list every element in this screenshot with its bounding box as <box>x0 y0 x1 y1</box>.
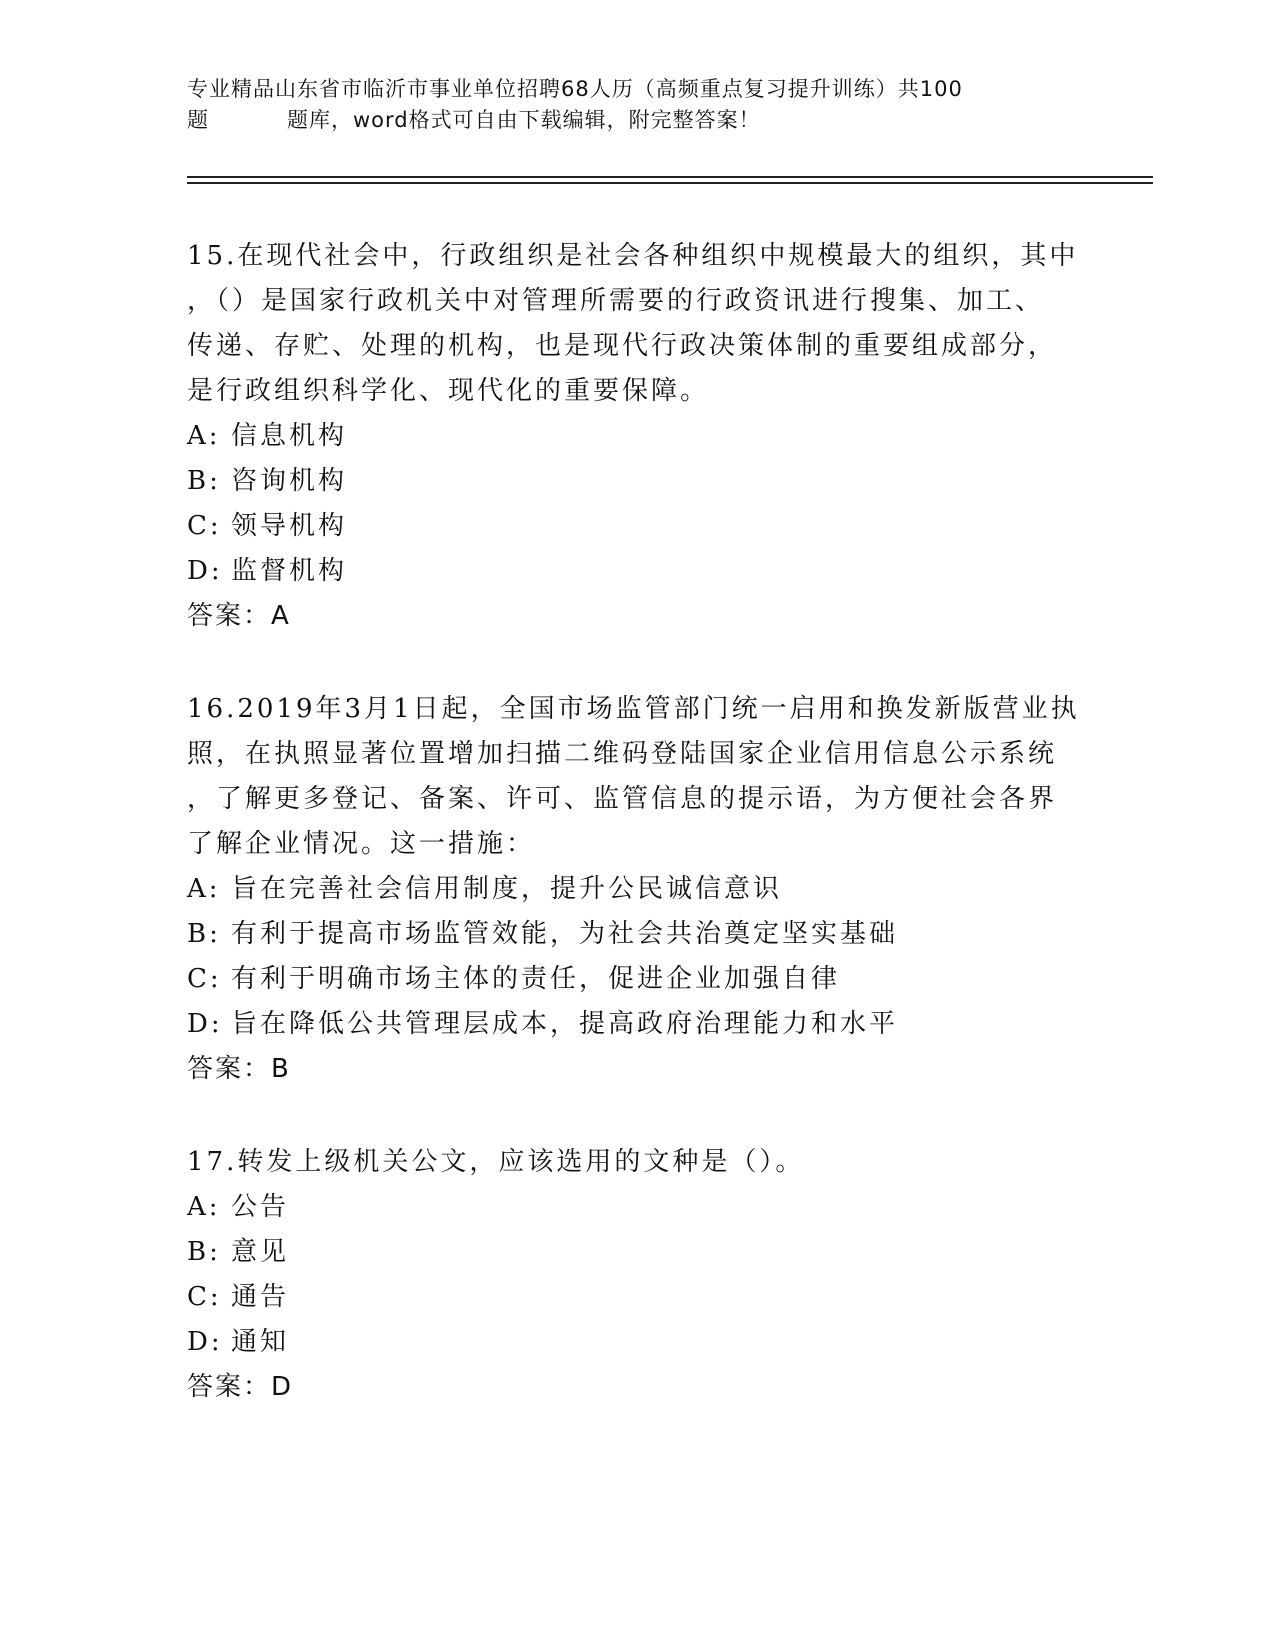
option-letter: A: <box>187 1192 221 1222</box>
question-17 <box>187 1140 1087 1410</box>
option-text: 咨询机构 <box>231 466 348 496</box>
question-stem-line: 16.2019年3月1日起，全国市场监管部门统一启用和换发新版营业执 <box>187 694 1080 724</box>
option-c <box>187 504 1087 549</box>
question-stem-line: 是行政组织科学化、现代化的重要保障。 <box>187 376 710 406</box>
option-text: 意见 <box>231 1237 290 1267</box>
option-b <box>187 912 1087 957</box>
option-text: 有利于明确市场主体的责任，促进企业加强自律 <box>231 964 841 994</box>
option-text: 旨在降低公共管理层成本，提高政府治理能力和水平 <box>231 1009 899 1039</box>
option-text: 监督机构 <box>231 556 348 586</box>
option-letter: D: <box>187 1327 223 1357</box>
question-stem-line: ，（）是国家行政机关中对管理所需要的行政资讯进行搜集、加工、 <box>187 286 1045 316</box>
header-title-line-2-rest: 题库，word格式可自由下载编辑，附完整答案！ <box>287 108 761 132</box>
option-d <box>187 1320 1087 1365</box>
option-text: 通告 <box>231 1282 290 1312</box>
header-title-line-2-lead: 题 <box>187 108 209 132</box>
question-15 <box>187 234 1087 639</box>
option-a <box>187 1185 1087 1230</box>
option-letter: C: <box>187 964 222 994</box>
option-letter: B: <box>187 466 221 496</box>
answer-line: 答案：B <box>187 1054 291 1084</box>
header-title-line-2 <box>187 105 1067 136</box>
option-b <box>187 459 1087 504</box>
option-text: 公告 <box>231 1192 290 1222</box>
question-stem-line: 传递、存贮、处理的机构，也是现代行政决策体制的重要组成部分， <box>187 331 1058 361</box>
option-text: 旨在完善社会信用制度，提升公民诚信意识 <box>231 874 783 904</box>
option-letter: C: <box>187 511 222 541</box>
option-text: 信息机构 <box>231 421 348 451</box>
header-title-line-1: 专业精品山东省市临沂市事业单位招聘68人历（高频重点复习提升训练）共100 <box>187 77 963 101</box>
document-header <box>187 74 1067 136</box>
question-16 <box>187 687 1087 1092</box>
question-stem-line: 17.转发上级机关公文，应该选用的文种是（）。 <box>187 1147 805 1177</box>
question-stem-line: 了解企业情况。这一措施： <box>187 829 536 859</box>
option-letter: B: <box>187 919 221 949</box>
option-c <box>187 957 1087 1002</box>
question-stem-line: 照，在执照显著位置增加扫描二维码登陆国家企业信用信息公示系统 <box>187 739 1058 769</box>
option-b <box>187 1230 1087 1275</box>
header-divider-top <box>187 176 1153 178</box>
option-text: 通知 <box>231 1327 290 1357</box>
option-letter: A: <box>187 421 221 451</box>
answer-line: 答案：D <box>187 1372 294 1402</box>
option-letter: D: <box>187 556 223 586</box>
answer-line: 答案：A <box>187 601 291 631</box>
option-a <box>187 414 1087 459</box>
header-divider-bottom <box>187 182 1153 184</box>
option-c <box>187 1275 1087 1320</box>
option-d <box>187 549 1087 594</box>
option-letter: C: <box>187 1282 222 1312</box>
option-d <box>187 1002 1087 1047</box>
option-text: 有利于提高市场监管效能，为社会共治奠定坚实基础 <box>231 919 899 949</box>
question-stem-line: 15.在现代社会中，行政组织是社会各种组织中规模最大的组织，其中 <box>187 241 1079 271</box>
option-a <box>187 867 1087 912</box>
question-stem-line: ，了解更多登记、备案、许可、监管信息的提示语，为方便社会各界 <box>187 784 1058 814</box>
option-letter: A: <box>187 874 221 904</box>
option-text: 领导机构 <box>231 511 348 541</box>
option-letter: B: <box>187 1237 221 1267</box>
option-letter: D: <box>187 1009 223 1039</box>
